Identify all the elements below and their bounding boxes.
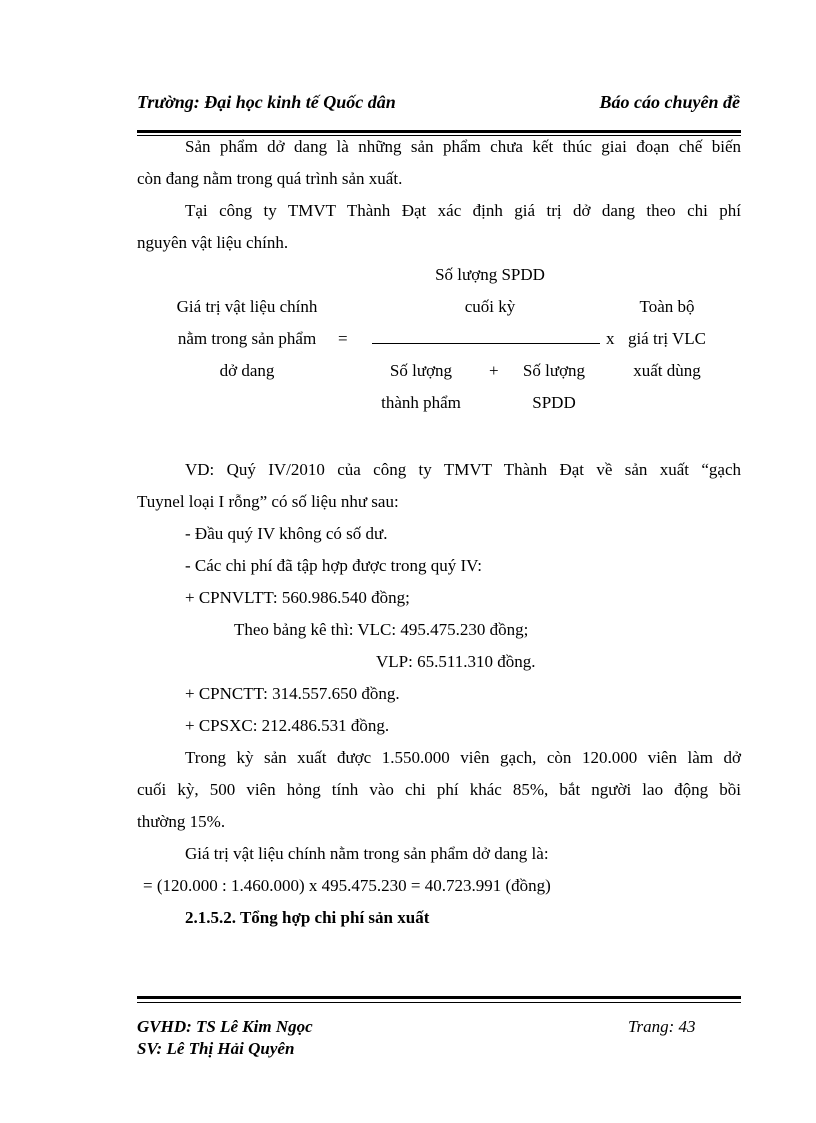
fraction-bar [372, 343, 600, 344]
page-number: Trang: 43 [628, 1017, 696, 1036]
equals-sign: = [338, 329, 348, 348]
formula-lhs-line: dở dang [219, 361, 275, 380]
paragraph-line: Tại công ty TMVT Thành Đạt xác định giá trị dở dang theo chi phí [185, 201, 741, 220]
footer-rule-thin [137, 1002, 741, 1003]
paragraph-line: thường 15%. [137, 812, 226, 831]
paragraph-line: Trong kỳ sản xuất được 1.550.000 viên gạch, còn 120.000 viên làm dở [185, 748, 741, 767]
numerator-line: cuối kỳ [464, 297, 516, 316]
paragraph-line: cuối kỳ, 500 viên hỏng tính vào chi phí khác 85%, bắt người lao động bồi [137, 780, 741, 799]
plus-sign: + [489, 361, 499, 380]
section-heading: 2.1.5.2. Tổng hợp chi phí sản xuất [185, 908, 430, 927]
denominator-term: Số lượng [389, 361, 453, 380]
denominator-term: Số lượng [522, 361, 586, 380]
formula-rhs-line: giá trị VLC [627, 329, 707, 348]
header-report-type: Báo cáo chuyên đề [599, 92, 740, 112]
header-rule-thin [137, 135, 741, 136]
header-school: Trường: Đại học kinh tế Quốc dân [137, 92, 396, 112]
paragraph-line: Sản phẩm dở dang là những sản phẩm chưa kết thúc giai đoạn chế biến [185, 137, 741, 156]
formula-rhs-line: Toàn bộ [639, 297, 695, 316]
paragraph-line: còn đang nằm trong quá trình sản xuất. [137, 169, 403, 188]
list-item: - Các chi phí đã tập hợp được trong quý IV: [185, 556, 482, 575]
header-rule-thick [137, 130, 741, 133]
formula-lhs-line: Giá trị vật liệu chính [176, 297, 318, 316]
list-item: + CPNCTT: 314.557.650 đồng. [185, 684, 400, 703]
list-item: + CPNVLTT: 560.986.540 đồng; [185, 588, 410, 607]
denominator-term: SPDD [532, 393, 576, 412]
footer-rule-thick [137, 996, 741, 999]
formula-lhs-line: nằm trong sản phẩm [177, 329, 317, 348]
list-item: VLP: 65.511.310 đồng. [376, 652, 536, 671]
formula-rhs-line: xuất dùng [633, 361, 701, 380]
times-sign: x [606, 329, 615, 348]
denominator-term: thành phẩm [381, 393, 461, 412]
footer-advisor: GVHD: TS Lê Kim Ngọc [137, 1017, 313, 1036]
paragraph-line: VD: Quý IV/2010 của công ty TMVT Thành Đạt về sản xuất “gạch [185, 460, 741, 479]
paragraph-line: Giá trị vật liệu chính nằm trong sản phẩm dở dang là: [185, 844, 549, 863]
list-item: - Đầu quý IV không có số dư. [185, 524, 388, 543]
calculation: = (120.000 : 1.460.000) x 495.475.230 = 40.723.991 (đồng) [143, 876, 551, 895]
list-item: + CPSXC: 212.486.531 đồng. [185, 716, 390, 735]
numerator-line: Số lượng SPDD [435, 265, 545, 284]
paragraph-line: Tuynel loại I rỗng” có số liệu như sau: [137, 492, 399, 511]
footer-student: SV: Lê Thị Hải Quyên [137, 1039, 295, 1058]
paragraph-line: nguyên vật liệu chính. [137, 233, 289, 252]
list-item: Theo bảng kê thì: VLC: 495.475.230 đồng; [234, 620, 529, 639]
